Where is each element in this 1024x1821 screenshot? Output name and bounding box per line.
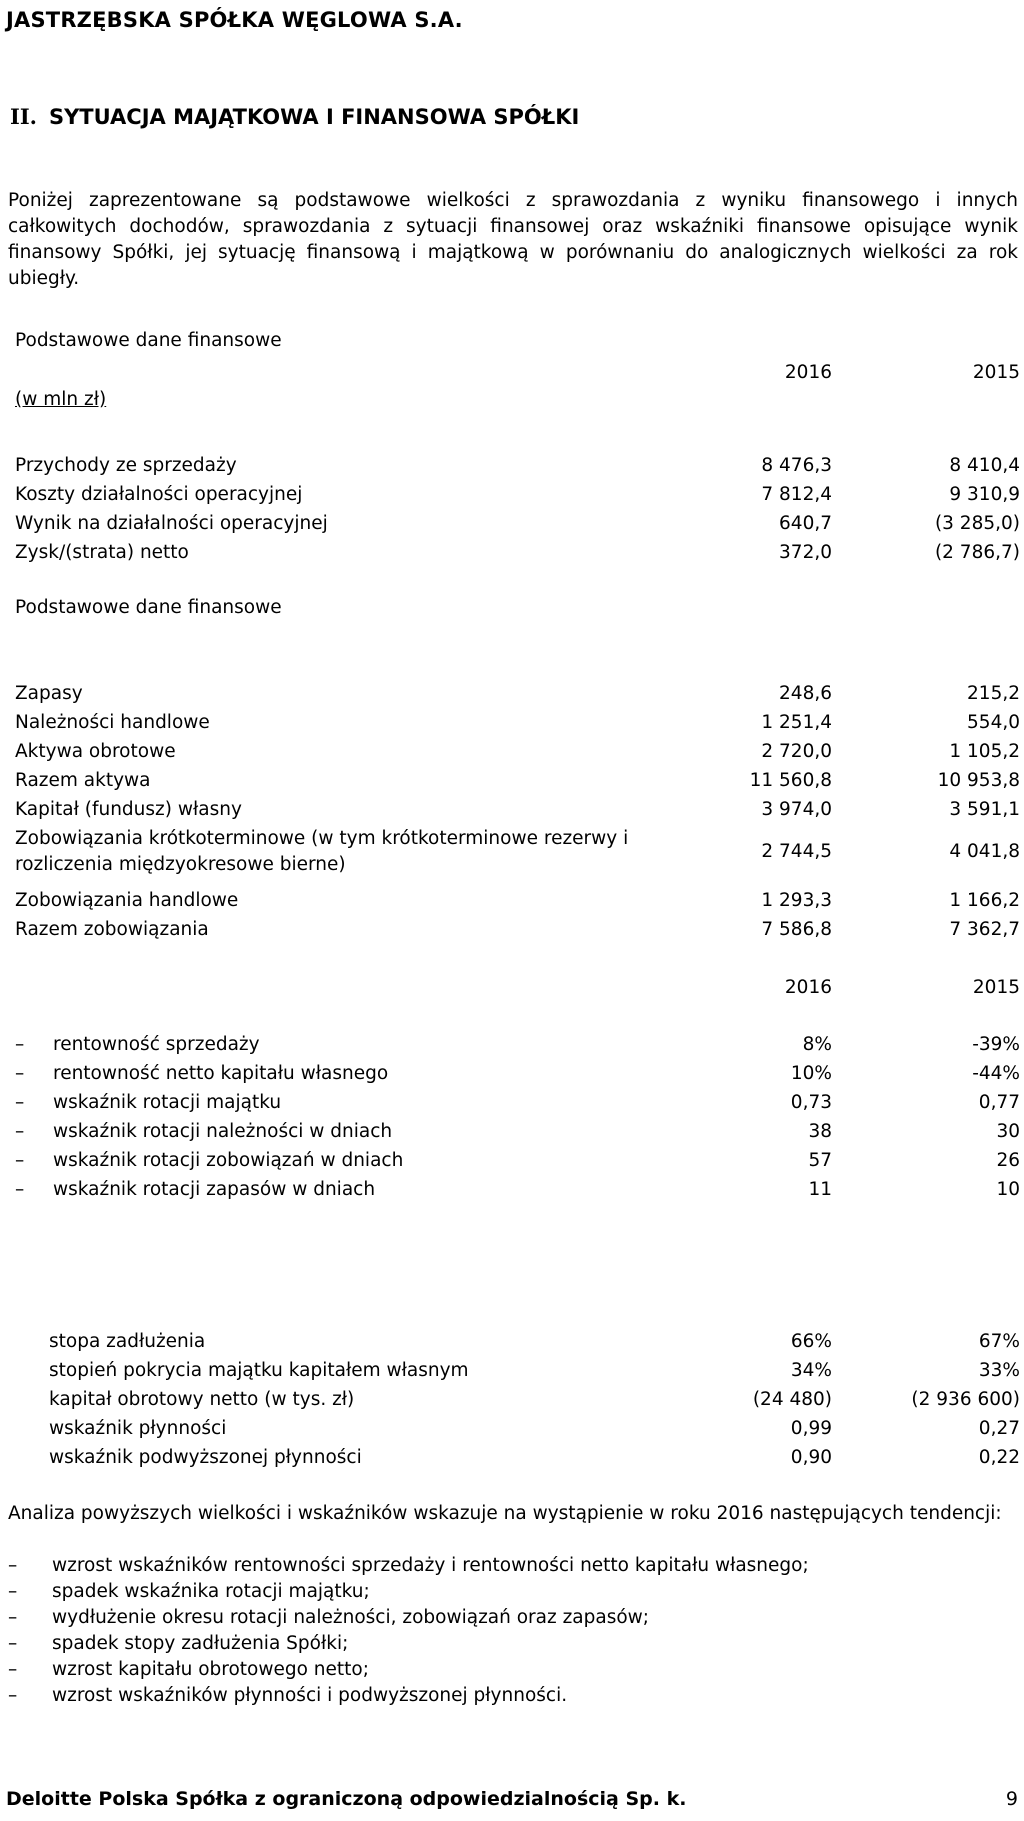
- row-label: Razem zobowiązania: [15, 919, 209, 940]
- row-label: wskaźnik rotacji należności w dniach: [53, 1121, 393, 1142]
- row-value-2015: 1 166,2: [949, 890, 1020, 911]
- row-value-2016: 3 974,0: [761, 799, 832, 820]
- list-item: [8, 1631, 1018, 1657]
- table-row: [15, 768, 1020, 794]
- table-row: [15, 1329, 1020, 1355]
- table-row: [15, 1416, 1020, 1442]
- row-label: wskaźnik rotacji majątku: [53, 1092, 282, 1113]
- page-number: 9: [1005, 1788, 1018, 1810]
- table1-year-header: [15, 360, 1020, 386]
- row-label: rentowność sprzedaży: [53, 1034, 260, 1055]
- row-value-2016: 248,6: [779, 683, 832, 704]
- row-value-2015: 26: [996, 1150, 1020, 1171]
- section-title-text: SYTUACJA MAJĄTKOWA I FINANSOWA SPÓŁKI: [48, 105, 580, 129]
- table1-col-2015: 2015: [972, 362, 1020, 383]
- row-value-2015: -39%: [972, 1034, 1020, 1055]
- row-value-2015: 10: [996, 1179, 1020, 1200]
- row-label: Kapitał (fundusz) własny: [15, 799, 242, 820]
- row-label: stopień pokrycia majątku kapitałem własnym: [49, 1360, 469, 1381]
- dash-bullet: –: [15, 1150, 25, 1171]
- table-row: [15, 1177, 1020, 1203]
- row-value-2016: 1 293,3: [761, 890, 832, 911]
- row-value-2016: 0,99: [790, 1418, 832, 1439]
- row-value-2015: 7 362,7: [949, 919, 1020, 940]
- section-title: [10, 104, 579, 129]
- dash-bullet: –: [8, 1633, 18, 1654]
- row-value-2015: 0,77: [978, 1092, 1020, 1113]
- table-row: [15, 739, 1020, 765]
- table3-year-header: [15, 975, 1020, 1001]
- table1-heading: Podstawowe dane finansowe: [15, 330, 282, 351]
- row-value-2016: 57: [808, 1150, 832, 1171]
- row-label: wskaźnik płynności: [49, 1418, 227, 1439]
- row-value-2016: 11 560,8: [749, 770, 832, 791]
- row-value-2016: 8%: [802, 1034, 832, 1055]
- row-value-2016: 66%: [790, 1331, 832, 1352]
- table-row: [15, 681, 1020, 707]
- table-row: [15, 540, 1020, 566]
- row-value-2016: 38: [808, 1121, 832, 1142]
- dash-bullet: –: [8, 1659, 18, 1680]
- row-value-2016: 7 586,8: [761, 919, 832, 940]
- row-value-2016: 11: [808, 1179, 832, 1200]
- row-label: Zobowiązania krótkoterminowe (w tym krótkoterminowe rezerwy i rozliczenia międzyokresowe bierne): [15, 828, 629, 875]
- row-label: Zapasy: [15, 683, 83, 704]
- dash-bullet: –: [15, 1092, 25, 1113]
- row-value-2016: (24 480): [752, 1389, 832, 1410]
- analysis-list: [8, 1553, 1018, 1709]
- table-row: [15, 1061, 1020, 1087]
- page-footer: [6, 1788, 1018, 1810]
- list-item-text: wzrost wskaźników płynności i podwyższonej płynności.: [52, 1685, 568, 1706]
- table2-heading: Podstawowe dane finansowe: [15, 597, 282, 618]
- row-value-2015: 10 953,8: [937, 770, 1020, 791]
- row-value-2016: 0,90: [790, 1447, 832, 1468]
- row-value-2016: 1 251,4: [761, 712, 832, 733]
- row-value-2016: 34%: [790, 1360, 832, 1381]
- table-row: [15, 1119, 1020, 1145]
- table-row: [15, 797, 1020, 823]
- row-value-2015: 0,27: [978, 1418, 1020, 1439]
- table-row: [15, 453, 1020, 479]
- list-item: [8, 1579, 1018, 1605]
- table-row: [15, 917, 1020, 943]
- row-label: wskaźnik podwyższonej płynności: [49, 1447, 362, 1468]
- dash-bullet: –: [8, 1555, 18, 1576]
- row-label: Należności handlowe: [15, 712, 210, 733]
- section-number: II.: [10, 104, 37, 129]
- dash-bullet: –: [15, 1121, 25, 1142]
- table-row: [15, 482, 1020, 508]
- row-value-2016: 2 720,0: [761, 741, 832, 762]
- row-label: Zobowiązania handlowe: [15, 890, 239, 911]
- table1-col-2016: 2016: [784, 362, 832, 383]
- list-item-text: spadek wskaźnika rotacji majątku;: [52, 1581, 370, 1602]
- dash-bullet: –: [8, 1685, 18, 1706]
- row-value-2015: 1 105,2: [949, 741, 1020, 762]
- row-value-2015: 9 310,9: [949, 484, 1020, 505]
- row-value-2015: 554,0: [967, 712, 1020, 733]
- row-label: wskaźnik rotacji zobowiązań w dniach: [53, 1150, 404, 1171]
- table-row: [15, 888, 1020, 914]
- list-item-text: wydłużenie okresu rotacji należności, zobowiązań oraz zapasów;: [52, 1607, 650, 1628]
- row-value-2016: 8 476,3: [761, 455, 832, 476]
- row-value-2016: 10%: [790, 1063, 832, 1084]
- row-value-2015: 8 410,4: [949, 455, 1020, 476]
- analysis-intro: Analiza powyższych wielkości i wskaźników wskazuje na wystąpienie w roku 2016 następujących tendencji:: [8, 1503, 1002, 1524]
- dash-bullet: –: [8, 1581, 18, 1602]
- table-row: [15, 1090, 1020, 1116]
- table-row: [15, 1358, 1020, 1384]
- table3-col-2016: 2016: [784, 977, 832, 998]
- row-value-2016: 640,7: [779, 513, 832, 534]
- row-value-2015: (3 285,0): [934, 513, 1020, 534]
- row-value-2015: 4 041,8: [949, 841, 1020, 862]
- row-value-2016: 7 812,4: [761, 484, 832, 505]
- list-item-text: wzrost wskaźników rentowności sprzedaży i rentowności netto kapitału własnego;: [52, 1555, 809, 1576]
- list-item: [8, 1605, 1018, 1631]
- list-item: [8, 1683, 1018, 1709]
- row-value-2015: 3 591,1: [949, 799, 1020, 820]
- table-row: [15, 1387, 1020, 1413]
- list-item-text: wzrost kapitału obrotowego netto;: [52, 1659, 369, 1680]
- list-item: [8, 1553, 1018, 1579]
- row-label: wskaźnik rotacji zapasów w dniach: [53, 1179, 376, 1200]
- dash-bullet: –: [15, 1179, 25, 1200]
- row-label: Przychody ze sprzedaży: [15, 455, 237, 476]
- row-value-2015: 67%: [978, 1331, 1020, 1352]
- table3-col-2015: 2015: [972, 977, 1020, 998]
- row-label: Koszty działalności operacyjnej: [15, 484, 303, 505]
- row-value-2015: -44%: [972, 1063, 1020, 1084]
- intro-paragraph: Poniżej zaprezentowane są podstawowe wielkości z sprawozdania z wyniku finansowego i innych całkowitych dochodów, sprawozdania z sytuacji finansowej oraz wskaźniki finansowe opisujące wynik finansowy Spółki, jej sytuację finansową i majątkową w porównaniu do analogicznych wielkości za rok ubiegły.: [8, 190, 1018, 289]
- row-value-2016: 0,73: [790, 1092, 832, 1113]
- row-value-2015: 0,22: [978, 1447, 1020, 1468]
- row-value-2015: (2 936 600): [911, 1389, 1020, 1410]
- row-label: kapitał obrotowy netto (w tys. zł): [49, 1389, 355, 1410]
- row-label: Razem aktywa: [15, 770, 151, 791]
- row-label: stopa zadłużenia: [49, 1331, 206, 1352]
- table-row: [15, 1445, 1020, 1471]
- company-header: JASTRZĘBSKA SPÓŁKA WĘGLOWA S.A.: [6, 8, 463, 32]
- table-row: [15, 710, 1020, 736]
- row-label: Wynik na działalności operacyjnej: [15, 513, 328, 534]
- row-value-2015: 215,2: [967, 683, 1020, 704]
- row-value-2015: 33%: [978, 1360, 1020, 1381]
- row-value-2016: 372,0: [779, 542, 832, 563]
- table-row: [15, 1032, 1020, 1058]
- row-value-2015: (2 786,7): [934, 542, 1020, 563]
- row-label: rentowność netto kapitału własnego: [53, 1063, 389, 1084]
- dash-bullet: –: [15, 1034, 25, 1055]
- dash-bullet: –: [15, 1063, 25, 1084]
- dash-bullet: –: [8, 1607, 18, 1628]
- footer-auditor: Deloitte Polska Spółka z ograniczoną odpowiedzialnością Sp. k.: [6, 1788, 687, 1810]
- row-value-2016: 2 744,5: [761, 841, 832, 862]
- table-row: [15, 826, 1020, 878]
- row-value-2015: 30: [996, 1121, 1020, 1142]
- list-item: [8, 1657, 1018, 1683]
- table-row: [15, 511, 1020, 537]
- table1-unit: (w mln zł): [15, 389, 107, 410]
- row-label: Aktywa obrotowe: [15, 741, 176, 762]
- row-label: Zysk/(strata) netto: [15, 542, 189, 563]
- table-row: [15, 1148, 1020, 1174]
- list-item-text: spadek stopy zadłużenia Spółki;: [52, 1633, 349, 1654]
